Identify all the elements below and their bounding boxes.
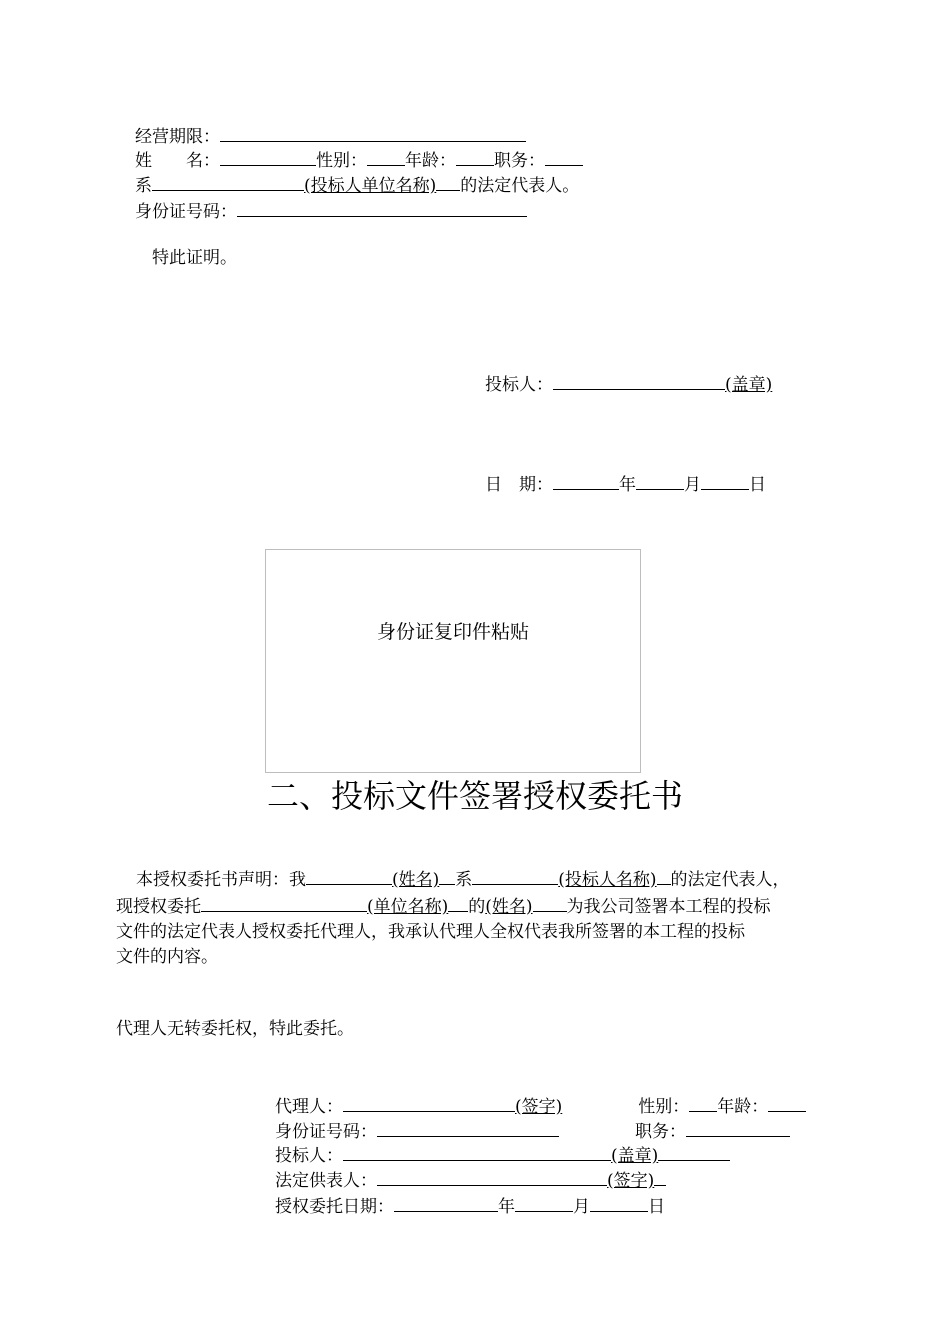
agent-line: [275, 1093, 806, 1118]
auth-name-blank-2[interactable]: [533, 893, 567, 912]
gender-blank[interactable]: [367, 147, 405, 166]
agent-age-label: 年龄：: [717, 1097, 769, 1117]
authorization-line-1: [116, 866, 846, 893]
auth-date-day-blank[interactable]: [590, 1193, 648, 1212]
authorization-paragraph: [116, 866, 846, 970]
auth-bidder-blank[interactable]: [472, 866, 558, 885]
bidder-unit-blank[interactable]: [152, 172, 304, 191]
business-term-label: 经营期限：: [135, 127, 220, 147]
bidder-signature-line: [485, 371, 772, 396]
auth-date-month: 月: [573, 1197, 590, 1217]
auth-intro: 本授权委托书声明：我: [136, 870, 306, 890]
business-term-blank[interactable]: [220, 123, 526, 142]
legal-rep-suffix: 的法定代表人。: [460, 176, 580, 196]
bottom-seal-hint: (盖章): [611, 1146, 659, 1166]
bidder-label: 投标人：: [485, 375, 553, 395]
id-number-label: 身份证号码：: [135, 202, 237, 222]
bottom-bidder-label: 投标人：: [275, 1146, 343, 1166]
legal-rep-blank[interactable]: [377, 1167, 607, 1186]
bidder-unit-name-hint: (投标人单位名称): [304, 176, 437, 196]
id-copy-paste-label: 身份证复印件粘贴: [376, 621, 529, 643]
date-day-blank[interactable]: [701, 471, 749, 490]
gender-label: 性别：: [316, 151, 367, 171]
auth-entrust: 现授权委托: [116, 897, 201, 917]
auth-date-day: 日: [648, 1197, 665, 1217]
bidder-blank[interactable]: [553, 371, 725, 390]
agent-blank[interactable]: [343, 1093, 515, 1112]
auth-date-year-blank[interactable]: [394, 1193, 498, 1212]
legal-rep-sign-line: [275, 1167, 666, 1192]
bottom-bidder-blank[interactable]: [343, 1142, 611, 1161]
agent-position-label: 职务：: [635, 1122, 686, 1142]
position-blank[interactable]: [545, 147, 583, 166]
no-transfer-text: 代理人无转委托权，特此委托。: [116, 1019, 354, 1039]
agent-sign-hint: (签字): [515, 1097, 563, 1117]
auth-unit-blank[interactable]: [201, 893, 367, 912]
date-month-blank[interactable]: [636, 471, 684, 490]
age-label: 年龄：: [405, 151, 456, 171]
auth-date-line: [275, 1193, 665, 1218]
date-month: 月: [684, 475, 701, 495]
agent-gender-blank[interactable]: [689, 1093, 717, 1112]
age-blank[interactable]: [456, 147, 494, 166]
agent-id-label: 身份证号码：: [275, 1122, 377, 1142]
bottom-bidder-line: [275, 1142, 730, 1167]
legal-rep-sign-hint: (签字): [607, 1171, 655, 1191]
agent-id-line: [275, 1118, 790, 1143]
auth-unit-tail: [448, 893, 468, 912]
auth-of-char: 的: [468, 897, 486, 917]
date-label: 日 期：: [485, 475, 553, 495]
auth-legal-rep: 的法定代表人，: [670, 870, 790, 890]
business-term-line: [135, 123, 526, 148]
auth-date-year: 年: [498, 1197, 515, 1217]
legal-rep-label: 法定供表人：: [275, 1171, 377, 1191]
auth-unit-hint: (单位名称): [367, 897, 449, 917]
authorization-line-4: 文件的内容。: [116, 947, 218, 967]
bidder-unit-tail-blank: [436, 172, 460, 191]
bottom-bidder-tail: [658, 1142, 730, 1161]
of-label: 系: [135, 176, 152, 196]
date-year: 年: [619, 475, 636, 495]
agent-position-blank[interactable]: [686, 1118, 790, 1137]
legal-rep-tail: [654, 1167, 666, 1186]
section-heading: 二、投标文件签署授权委托书: [266, 777, 683, 815]
name-blank[interactable]: [220, 147, 316, 166]
id-number-blank[interactable]: [237, 198, 527, 217]
id-copy-paste-box: [265, 549, 641, 773]
auth-name-hint-1: (姓名): [392, 870, 440, 890]
certify-text: 特此证明。: [152, 248, 237, 268]
auth-date-label: 授权委托日期：: [275, 1197, 394, 1217]
date-line: [485, 471, 766, 496]
date-year-blank[interactable]: [553, 471, 619, 490]
auth-name-blank-1[interactable]: [306, 866, 392, 885]
auth-sign-purpose: 为我公司签署本工程的投标: [566, 897, 771, 917]
auth-date-month-blank[interactable]: [515, 1193, 573, 1212]
auth-bidder-hint: (投标人名称): [558, 870, 657, 890]
name-line: [135, 147, 583, 172]
authorization-line-2: [116, 893, 846, 920]
authorization-line-3: 文件的法定代表人授权委托代理人，我承认代理人全权代表我所签署的本工程的投标: [116, 922, 745, 942]
date-day: 日: [749, 475, 766, 495]
auth-bidder-tail: [657, 866, 671, 885]
id-number-line: [135, 198, 527, 223]
auth-name-hint-2: (姓名): [485, 897, 533, 917]
seal-hint: (盖章): [725, 375, 773, 395]
auth-name-tail-1: [439, 866, 455, 885]
position-label: 职务：: [494, 151, 545, 171]
agent-label: 代理人：: [275, 1097, 343, 1117]
agent-id-blank[interactable]: [377, 1118, 559, 1137]
auth-of-word: 系: [455, 870, 473, 890]
agent-gender-label: 性别：: [638, 1097, 690, 1117]
agent-age-blank[interactable]: [768, 1093, 806, 1112]
name-label: 姓 名：: [135, 151, 220, 171]
legal-rep-line: [135, 172, 579, 197]
